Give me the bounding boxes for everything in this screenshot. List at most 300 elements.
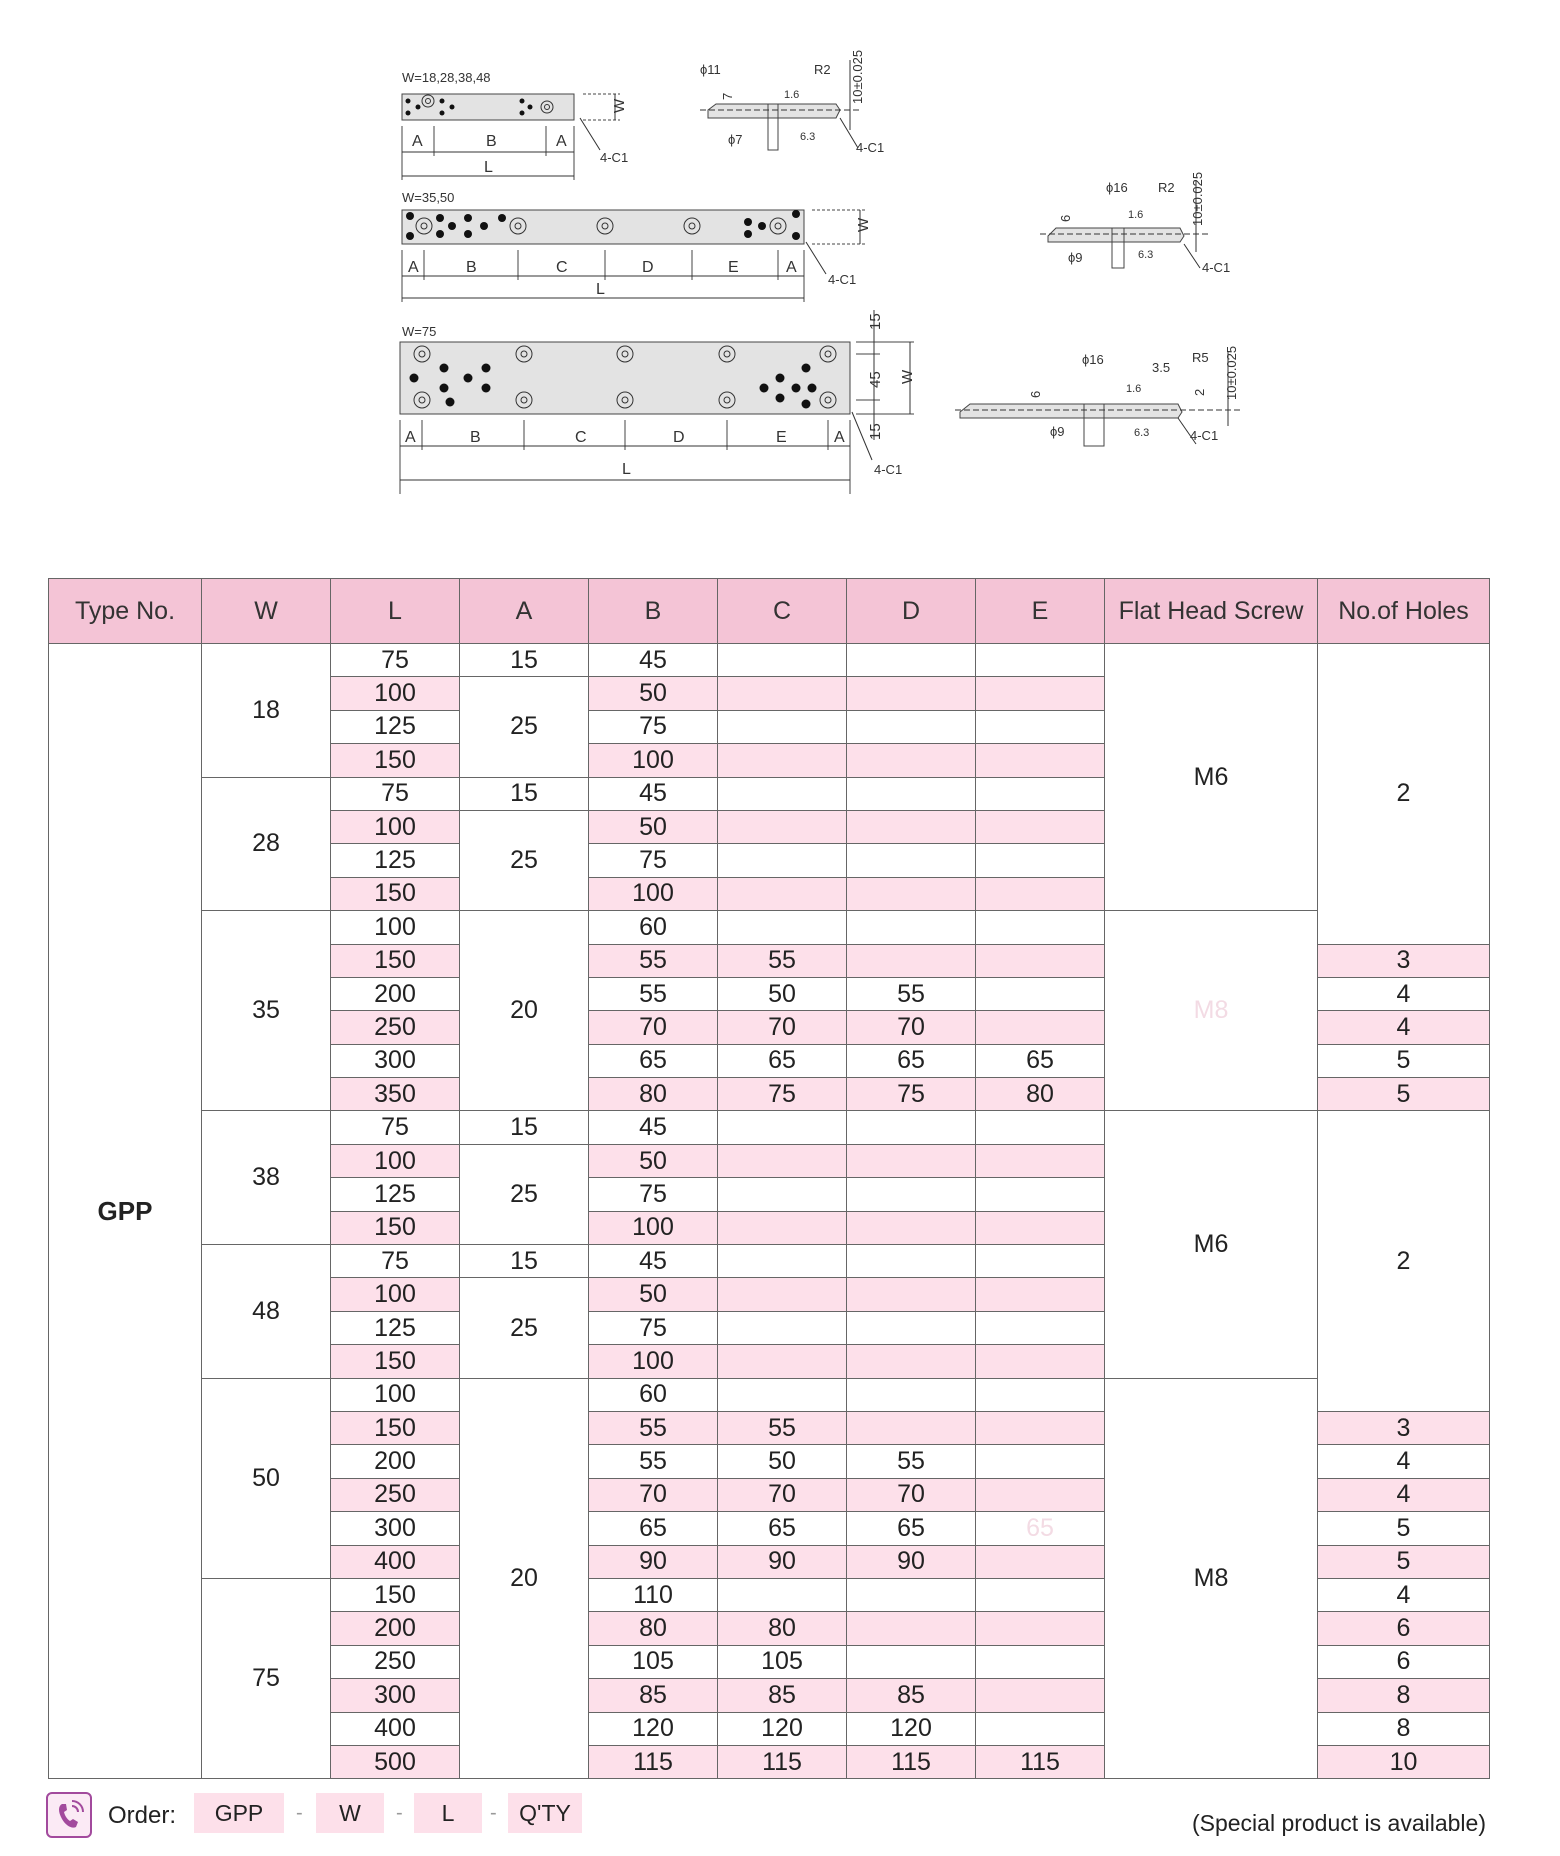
holes-cell: 4 [1318, 1578, 1490, 1611]
a-cell: 15 [460, 777, 589, 810]
svg-text:A: A [405, 429, 416, 446]
e-cell [976, 1178, 1105, 1211]
e-cell [976, 1011, 1105, 1044]
svg-text:4-C1: 4-C1 [1202, 260, 1231, 275]
e-cell [976, 1578, 1105, 1611]
w-cell: 48 [202, 1245, 331, 1379]
e-cell [976, 677, 1105, 710]
e-cell [976, 1612, 1105, 1645]
header-flat-head-screw: Flat Head Screw [1105, 579, 1318, 644]
svg-text:B: B [486, 133, 497, 150]
e-cell [976, 744, 1105, 777]
l-cell: 100 [331, 1278, 460, 1311]
d-cell [847, 1144, 976, 1177]
order-field-w: W [316, 1793, 384, 1833]
l-cell: 75 [331, 1245, 460, 1278]
b-cell: 100 [589, 744, 718, 777]
svg-text:10±0.025: 10±0.025 [1190, 171, 1205, 226]
b-cell: 60 [589, 1378, 718, 1411]
order-line [46, 1792, 1486, 1842]
svg-text:W: W [611, 98, 628, 113]
l-cell: 350 [331, 1078, 460, 1111]
b-cell: 110 [589, 1578, 718, 1611]
d-cell [847, 710, 976, 743]
c-cell [718, 810, 847, 843]
order-separator: - [490, 1802, 497, 1824]
spec-table [48, 578, 1490, 1779]
l-cell: 250 [331, 1645, 460, 1678]
c-cell [718, 1211, 847, 1244]
c-cell: 90 [718, 1545, 847, 1578]
c-cell: 55 [718, 944, 847, 977]
e-cell [976, 877, 1105, 910]
b-cell: 85 [589, 1679, 718, 1712]
screw-cell: M6 [1105, 644, 1318, 911]
e-cell [976, 1645, 1105, 1678]
order-separator: - [296, 1802, 303, 1824]
header-row [49, 579, 1490, 644]
l-cell: 300 [331, 1512, 460, 1545]
c-cell: 50 [718, 1445, 847, 1478]
svg-text:W=18,28,38,48: W=18,28,38,48 [402, 70, 491, 85]
c-cell [718, 1111, 847, 1144]
svg-text:R2: R2 [814, 62, 831, 77]
d-cell: 55 [847, 977, 976, 1010]
l-cell: 125 [331, 1178, 460, 1211]
svg-text:15: 15 [867, 313, 884, 330]
figure-plate-large [400, 310, 916, 494]
c-cell: 115 [718, 1745, 847, 1778]
b-cell: 90 [589, 1545, 718, 1578]
l-cell: 400 [331, 1545, 460, 1578]
b-cell: 80 [589, 1612, 718, 1645]
c-cell [718, 877, 847, 910]
l-cell: 75 [331, 1111, 460, 1144]
svg-text:D: D [673, 429, 685, 446]
holes-cell: 2 [1318, 644, 1490, 945]
c-cell: 50 [718, 977, 847, 1010]
d-cell: 115 [847, 1745, 976, 1778]
svg-text:R2: R2 [1158, 180, 1175, 195]
a-cell: 20 [460, 1378, 589, 1779]
holes-cell: 6 [1318, 1645, 1490, 1678]
holes-cell: 5 [1318, 1078, 1490, 1111]
b-cell: 115 [589, 1745, 718, 1778]
a-cell: 25 [460, 1144, 589, 1244]
b-cell: 45 [589, 1245, 718, 1278]
svg-text:ϕ9: ϕ9 [1068, 250, 1083, 265]
svg-text:W=35,50: W=35,50 [402, 190, 455, 205]
e-cell [976, 810, 1105, 843]
svg-text:A: A [412, 133, 423, 150]
e-cell [976, 1478, 1105, 1511]
b-cell: 75 [589, 710, 718, 743]
header-no-of-holes: No.of Holes [1318, 579, 1490, 644]
c-cell: 105 [718, 1645, 847, 1678]
svg-text:ϕ16: ϕ16 [1082, 352, 1104, 367]
l-cell: 150 [331, 944, 460, 977]
svg-text:10±0.025: 10±0.025 [850, 49, 865, 104]
svg-text:10±0.025: 10±0.025 [1224, 345, 1239, 400]
d-cell [847, 1211, 976, 1244]
svg-text:W=75: W=75 [402, 324, 437, 339]
d-cell [847, 744, 976, 777]
l-cell: 125 [331, 844, 460, 877]
e-cell: 80 [976, 1078, 1105, 1111]
svg-text:ϕ16: ϕ16 [1106, 180, 1128, 195]
svg-text:4-C1: 4-C1 [828, 272, 857, 287]
technical-drawings [0, 0, 1560, 540]
screw-cell: M6 [1105, 1111, 1318, 1378]
d-cell [847, 911, 976, 944]
b-cell: 55 [589, 944, 718, 977]
d-cell [847, 1645, 976, 1678]
e-cell [976, 944, 1105, 977]
c-cell [718, 911, 847, 944]
svg-text:A: A [556, 133, 567, 150]
svg-text:6: 6 [1028, 390, 1043, 398]
e-cell [976, 1211, 1105, 1244]
w-cell: 75 [202, 1578, 331, 1778]
e-cell [976, 1345, 1105, 1378]
b-cell: 50 [589, 1278, 718, 1311]
l-cell: 100 [331, 1144, 460, 1177]
svg-text:6.3: 6.3 [1134, 427, 1150, 439]
d-cell: 65 [847, 1512, 976, 1545]
table-row [49, 644, 1490, 677]
c-cell [718, 1245, 847, 1278]
svg-text:W: W [855, 217, 872, 232]
svg-text:A: A [786, 259, 797, 276]
d-cell [847, 644, 976, 677]
svg-text:L: L [484, 159, 493, 176]
a-cell: 20 [460, 911, 589, 1111]
holes-cell: 5 [1318, 1545, 1490, 1578]
holes-cell: 5 [1318, 1512, 1490, 1545]
svg-text:4-C1: 4-C1 [874, 462, 903, 477]
w-cell: 35 [202, 911, 331, 1111]
svg-text:ϕ11: ϕ11 [700, 62, 721, 77]
l-cell: 150 [331, 1211, 460, 1244]
b-cell: 45 [589, 1111, 718, 1144]
order-label: Order: [108, 1802, 177, 1829]
svg-text:15: 15 [867, 423, 884, 440]
order-field-qty: Q'TY [508, 1793, 582, 1833]
c-cell [718, 1178, 847, 1211]
table-row [49, 1111, 1490, 1144]
d-cell: 75 [847, 1078, 976, 1111]
svg-text:4-C1: 4-C1 [1190, 428, 1219, 443]
section-view-medium [1040, 172, 1230, 275]
b-cell: 75 [589, 1178, 718, 1211]
header-type-no: Type No. [49, 579, 202, 644]
l-cell: 150 [331, 1411, 460, 1444]
svg-text:1.6: 1.6 [1128, 209, 1144, 221]
svg-text:6.3: 6.3 [800, 131, 816, 143]
section-view-small [700, 50, 884, 155]
c-cell: 65 [718, 1512, 847, 1545]
b-cell: 65 [589, 1512, 718, 1545]
e-cell [976, 1311, 1105, 1344]
l-cell: 150 [331, 877, 460, 910]
b-cell: 50 [589, 677, 718, 710]
holes-cell: 4 [1318, 1011, 1490, 1044]
e-cell [976, 1411, 1105, 1444]
b-cell: 105 [589, 1645, 718, 1678]
b-cell: 80 [589, 1078, 718, 1111]
l-cell: 200 [331, 1612, 460, 1645]
d-cell [847, 1245, 976, 1278]
b-cell: 70 [589, 1478, 718, 1511]
c-cell: 120 [718, 1712, 847, 1745]
holes-cell: 8 [1318, 1712, 1490, 1745]
svg-text:6.3: 6.3 [1138, 249, 1154, 261]
b-cell: 100 [589, 1345, 718, 1378]
d-cell [847, 1612, 976, 1645]
d-cell [847, 677, 976, 710]
header-c: C [718, 579, 847, 644]
c-cell [718, 677, 847, 710]
e-cell: 115 [976, 1745, 1105, 1778]
l-cell: 100 [331, 677, 460, 710]
svg-text:L: L [622, 461, 631, 478]
c-cell [718, 1144, 847, 1177]
c-cell [718, 644, 847, 677]
a-cell: 25 [460, 1278, 589, 1378]
l-cell: 100 [331, 911, 460, 944]
b-cell: 60 [589, 911, 718, 944]
c-cell [718, 1378, 847, 1411]
screw-cell: M8 [1105, 911, 1318, 1111]
order-field-type: GPP [194, 1793, 284, 1833]
b-cell: 120 [589, 1712, 718, 1745]
e-cell [976, 1712, 1105, 1745]
l-cell: 400 [331, 1712, 460, 1745]
holes-cell: 4 [1318, 1478, 1490, 1511]
header-d: D [847, 579, 976, 644]
header-l: L [331, 579, 460, 644]
svg-text:4-C1: 4-C1 [856, 140, 885, 155]
c-cell: 85 [718, 1679, 847, 1712]
b-cell: 55 [589, 1445, 718, 1478]
svg-text:L: L [596, 281, 605, 298]
svg-text:3.5: 3.5 [1152, 360, 1171, 375]
c-cell [718, 1311, 847, 1344]
c-cell: 70 [718, 1478, 847, 1511]
d-cell: 85 [847, 1679, 976, 1712]
table-row [49, 911, 1490, 944]
w-cell: 18 [202, 644, 331, 778]
l-cell: 300 [331, 1044, 460, 1077]
l-cell: 300 [331, 1679, 460, 1712]
svg-text:B: B [470, 429, 481, 446]
d-cell [847, 1278, 976, 1311]
d-cell [847, 877, 976, 910]
d-cell [847, 810, 976, 843]
b-cell: 45 [589, 777, 718, 810]
d-cell [847, 1578, 976, 1611]
d-cell [847, 844, 976, 877]
d-cell [847, 944, 976, 977]
d-cell: 55 [847, 1445, 976, 1478]
svg-text:1.6: 1.6 [1126, 383, 1142, 395]
svg-text:E: E [728, 259, 739, 276]
l-cell: 200 [331, 977, 460, 1010]
b-cell: 100 [589, 1211, 718, 1244]
w-cell: 50 [202, 1378, 331, 1578]
d-cell: 65 [847, 1044, 976, 1077]
header-w: W [202, 579, 331, 644]
holes-cell: 6 [1318, 1612, 1490, 1645]
holes-cell: 2 [1318, 1111, 1490, 1412]
b-cell: 55 [589, 977, 718, 1010]
l-cell: 100 [331, 810, 460, 843]
holes-cell: 3 [1318, 1411, 1490, 1444]
holes-cell: 4 [1318, 1445, 1490, 1478]
svg-text:C: C [575, 429, 587, 446]
svg-text:A: A [408, 259, 419, 276]
a-cell: 25 [460, 677, 589, 777]
c-cell: 80 [718, 1612, 847, 1645]
svg-text:B: B [466, 259, 477, 276]
svg-text:4-C1: 4-C1 [600, 150, 629, 165]
e-cell: 65 [976, 1512, 1105, 1545]
svg-text:C: C [556, 259, 568, 276]
c-cell: 55 [718, 1411, 847, 1444]
c-cell [718, 777, 847, 810]
svg-text:E: E [776, 429, 787, 446]
svg-text:45: 45 [867, 371, 884, 388]
section-view-large [955, 346, 1240, 446]
l-cell: 75 [331, 777, 460, 810]
a-cell: 15 [460, 1111, 589, 1144]
c-cell [718, 844, 847, 877]
table-row [49, 1378, 1490, 1411]
header-e: E [976, 579, 1105, 644]
c-cell [718, 1278, 847, 1311]
d-cell: 90 [847, 1545, 976, 1578]
svg-text:A: A [834, 429, 845, 446]
screw-cell: M8 [1105, 1378, 1318, 1779]
w-cell: 38 [202, 1111, 331, 1245]
d-cell [847, 1345, 976, 1378]
e-cell [976, 1445, 1105, 1478]
d-cell [847, 1411, 976, 1444]
svg-text:R5: R5 [1192, 350, 1209, 365]
svg-text:W: W [899, 369, 916, 384]
a-cell: 15 [460, 644, 589, 677]
l-cell: 200 [331, 1445, 460, 1478]
b-cell: 50 [589, 810, 718, 843]
svg-text:6: 6 [1058, 214, 1073, 222]
svg-text:7: 7 [720, 92, 735, 100]
header-b: B [589, 579, 718, 644]
l-cell: 125 [331, 710, 460, 743]
b-cell: 45 [589, 644, 718, 677]
l-cell: 150 [331, 1345, 460, 1378]
b-cell: 50 [589, 1144, 718, 1177]
l-cell: 75 [331, 644, 460, 677]
e-cell [976, 777, 1105, 810]
l-cell: 500 [331, 1745, 460, 1778]
svg-text:2: 2 [1192, 388, 1207, 396]
e-cell [976, 911, 1105, 944]
b-cell: 75 [589, 1311, 718, 1344]
b-cell: 65 [589, 1044, 718, 1077]
svg-text:ϕ9: ϕ9 [1050, 424, 1065, 439]
e-cell [976, 1245, 1105, 1278]
d-cell [847, 777, 976, 810]
c-cell [718, 744, 847, 777]
holes-cell: 5 [1318, 1044, 1490, 1077]
figure-plate-medium [402, 190, 872, 302]
d-cell [847, 1178, 976, 1211]
svg-text:D: D [642, 259, 654, 276]
e-cell [976, 1679, 1105, 1712]
svg-text:ϕ7: ϕ7 [728, 132, 743, 147]
d-cell: 70 [847, 1011, 976, 1044]
c-cell: 65 [718, 1044, 847, 1077]
order-field-l: L [414, 1793, 482, 1833]
d-cell [847, 1111, 976, 1144]
b-cell: 100 [589, 877, 718, 910]
l-cell: 250 [331, 1478, 460, 1511]
e-cell: 65 [976, 1044, 1105, 1077]
c-cell [718, 1578, 847, 1611]
holes-cell: 8 [1318, 1679, 1490, 1712]
e-cell [976, 1545, 1105, 1578]
l-cell: 150 [331, 744, 460, 777]
l-cell: 100 [331, 1378, 460, 1411]
special-product-note: (Special product is available) [1191, 1810, 1486, 1836]
c-cell: 70 [718, 1011, 847, 1044]
order-separator: - [396, 1802, 403, 1824]
e-cell [976, 1378, 1105, 1411]
e-cell [976, 1278, 1105, 1311]
w-cell: 28 [202, 777, 331, 911]
header-a: A [460, 579, 589, 644]
e-cell [976, 1111, 1105, 1144]
d-cell: 120 [847, 1712, 976, 1745]
d-cell [847, 1378, 976, 1411]
c-cell [718, 710, 847, 743]
l-cell: 125 [331, 1311, 460, 1344]
holes-cell: 4 [1318, 977, 1490, 1010]
b-cell: 55 [589, 1411, 718, 1444]
figure-plate-small [402, 70, 628, 180]
e-cell [976, 710, 1105, 743]
a-cell: 25 [460, 810, 589, 910]
e-cell [976, 977, 1105, 1010]
e-cell [976, 844, 1105, 877]
c-cell: 75 [718, 1078, 847, 1111]
d-cell [847, 1311, 976, 1344]
c-cell [718, 1345, 847, 1378]
e-cell [976, 644, 1105, 677]
type-no-cell: GPP [49, 644, 202, 1779]
a-cell: 15 [460, 1245, 589, 1278]
phone-icon [46, 1792, 92, 1838]
holes-cell: 10 [1318, 1745, 1490, 1778]
e-cell [976, 1144, 1105, 1177]
holes-cell: 3 [1318, 944, 1490, 977]
b-cell: 70 [589, 1011, 718, 1044]
l-cell: 150 [331, 1578, 460, 1611]
l-cell: 250 [331, 1011, 460, 1044]
b-cell: 75 [589, 844, 718, 877]
d-cell: 70 [847, 1478, 976, 1511]
svg-text:1.6: 1.6 [784, 89, 800, 101]
